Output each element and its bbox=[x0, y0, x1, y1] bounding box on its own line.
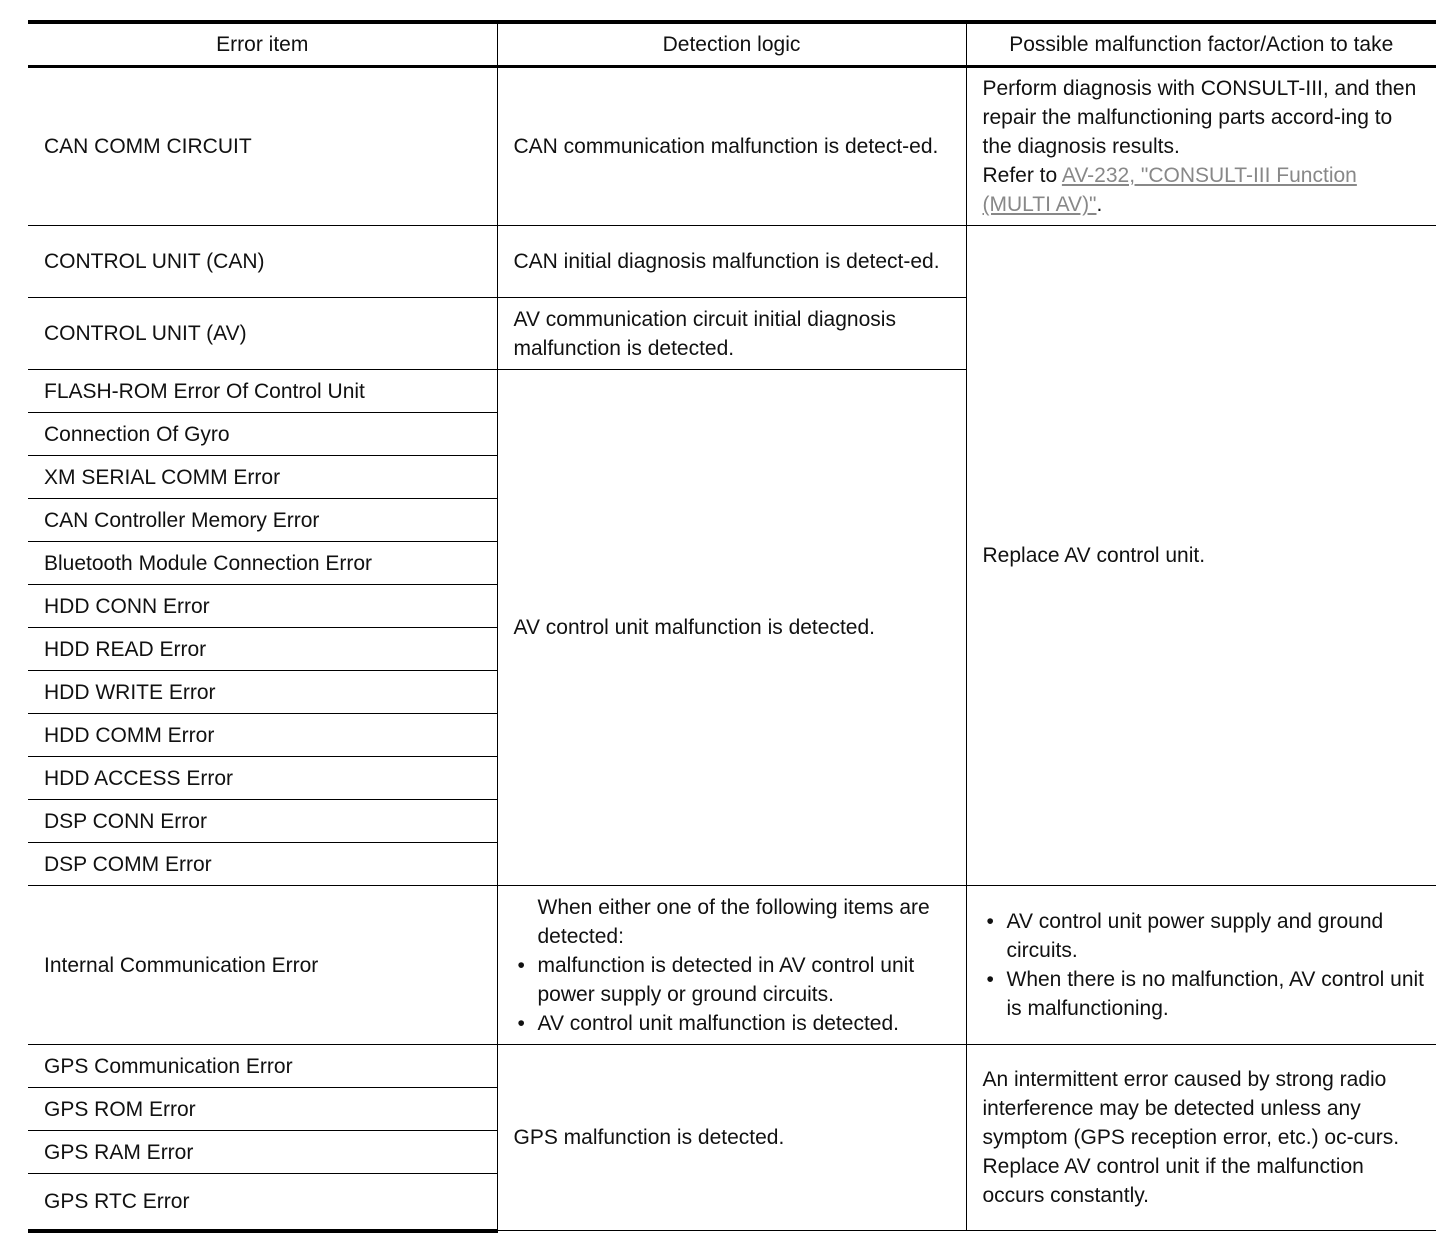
detection-logic-cell bbox=[497, 886, 966, 1045]
header-detection-logic: Detection logic bbox=[497, 22, 966, 67]
action-cell bbox=[966, 886, 1436, 1045]
error-item-cell: GPS ROM Error bbox=[28, 1088, 497, 1131]
detection-logic-cell: CAN initial diagnosis malfunction is detect-ed. bbox=[497, 226, 966, 298]
consult-function-link[interactable]: AV-232, "CONSULT-III Function (MULTI AV)" bbox=[982, 164, 1357, 216]
logic-bullet-list bbox=[514, 951, 958, 1038]
error-item-cell: XM SERIAL COMM Error bbox=[28, 456, 497, 499]
table-row bbox=[28, 226, 1436, 298]
action-cell bbox=[966, 1045, 1436, 1231]
action-text: Perform diagnosis with CONSULT-III, and then repair the malfunctioning parts accord-ing to the diagnosis results. bbox=[982, 77, 1417, 158]
error-item-cell: Connection Of Gyro bbox=[28, 413, 497, 456]
error-item-cell: FLASH-ROM Error Of Control Unit bbox=[28, 370, 497, 413]
gps-action-text: An intermittent error caused by strong radio interference may be detected unless any symptom (GPS reception error, etc.) oc-curs. bbox=[982, 1068, 1400, 1149]
detection-logic-cell: AV control unit malfunction is detected. bbox=[497, 370, 966, 886]
refer-end: . bbox=[1096, 193, 1103, 216]
error-table-wrapper bbox=[28, 20, 1436, 1233]
table-row bbox=[28, 886, 1436, 1045]
detection-logic-cell: CAN communication malfunction is detect-ed. bbox=[497, 67, 966, 226]
table-row bbox=[28, 67, 1436, 226]
error-item-cell: GPS Communication Error bbox=[28, 1045, 497, 1088]
error-item-cell: HDD CONN Error bbox=[28, 585, 497, 628]
error-item-cell: CAN COMM CIRCUIT bbox=[28, 67, 497, 226]
error-item-cell: DSP COMM Error bbox=[28, 843, 497, 886]
error-item-cell: Internal Communication Error bbox=[28, 886, 497, 1045]
list-item: • malfunction is detected in AV control unit power supply or ground circuits. bbox=[514, 951, 958, 1009]
header-row bbox=[28, 22, 1436, 67]
error-item-cell: CAN Controller Memory Error bbox=[28, 499, 497, 542]
logic-lead-text: When either one of the following items are detected: bbox=[537, 895, 930, 948]
error-item-cell: CONTROL UNIT (CAN) bbox=[28, 226, 497, 298]
list-item: • AV control unit power supply and ground circuits. bbox=[983, 907, 1427, 965]
table-row bbox=[28, 1045, 1436, 1088]
error-diagnosis-table bbox=[28, 20, 1436, 1233]
error-item-cell: DSP CONN Error bbox=[28, 800, 497, 843]
error-item-cell: HDD ACCESS Error bbox=[28, 757, 497, 800]
replace-action-cell: Replace AV control unit. bbox=[966, 226, 1436, 886]
list-item: • AV control unit malfunction is detected. bbox=[514, 1009, 958, 1038]
list-item: • When there is no malfunction, AV control unit is malfunctioning. bbox=[983, 965, 1427, 1023]
refer-text: Refer to bbox=[982, 164, 1062, 187]
error-item-cell: HDD WRITE Error bbox=[28, 671, 497, 714]
action-bullet-list bbox=[983, 907, 1427, 1023]
gps-replace-text: Replace AV control unit if the malfunction occurs constantly. bbox=[982, 1155, 1364, 1207]
error-item-cell: HDD COMM Error bbox=[28, 714, 497, 757]
detection-logic-cell: AV communication circuit initial diagnosis malfunction is detected. bbox=[497, 298, 966, 370]
error-item-cell: GPS RTC Error bbox=[28, 1174, 497, 1231]
detection-logic-cell: GPS malfunction is detected. bbox=[497, 1045, 966, 1231]
error-item-cell: GPS RAM Error bbox=[28, 1131, 497, 1174]
header-error-item: Error item bbox=[28, 22, 497, 67]
error-item-cell: Bluetooth Module Connection Error bbox=[28, 542, 497, 585]
error-item-cell: CONTROL UNIT (AV) bbox=[28, 298, 497, 370]
action-cell bbox=[966, 67, 1436, 226]
header-action: Possible malfunction factor/Action to take bbox=[966, 22, 1436, 67]
error-item-cell: HDD READ Error bbox=[28, 628, 497, 671]
